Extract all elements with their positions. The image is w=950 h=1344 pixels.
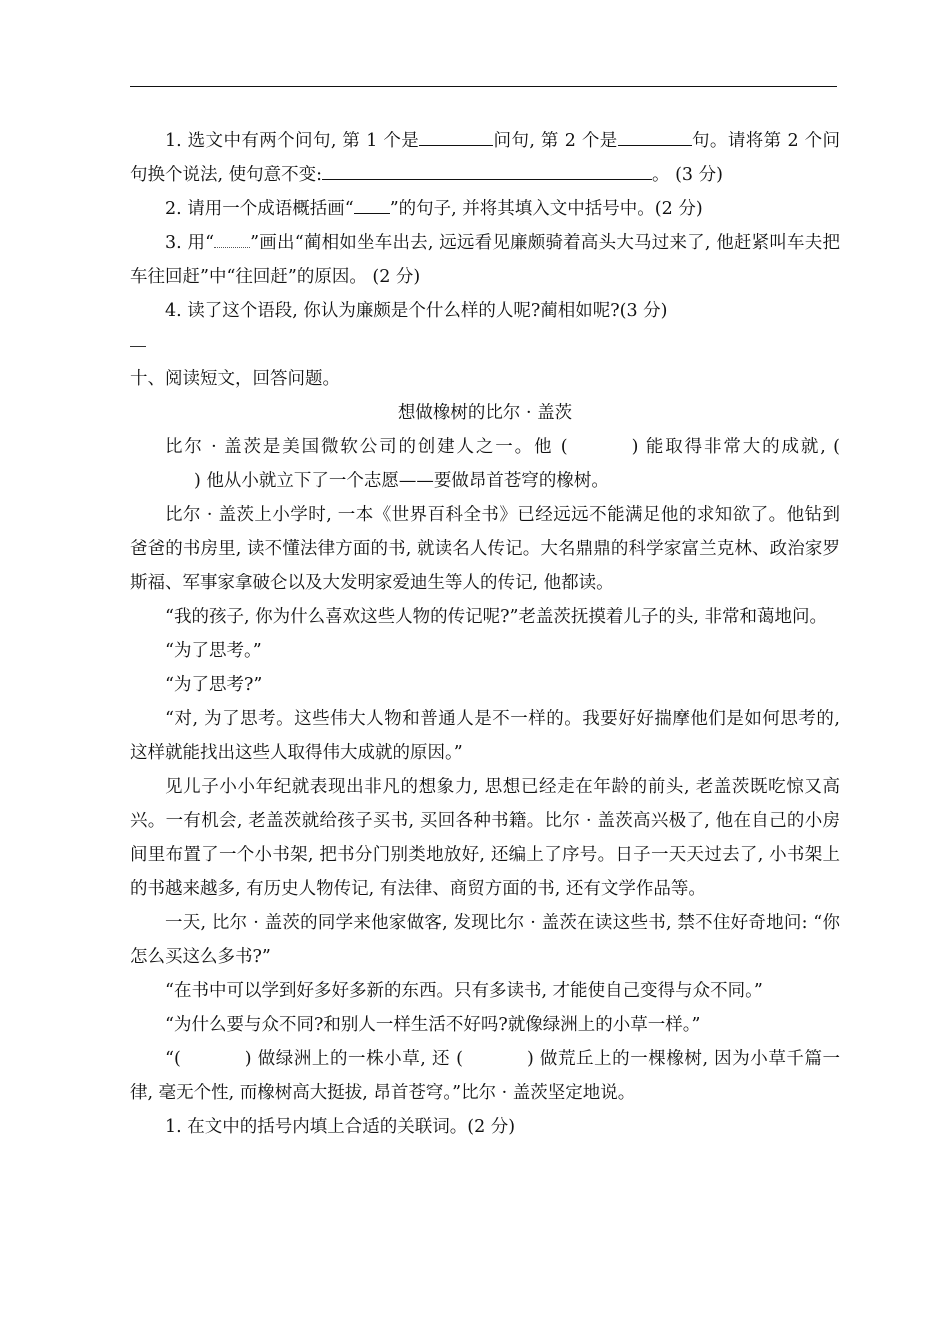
question-3-text: 3. 用“ bbox=[165, 233, 215, 253]
paragraph-1-text-3: ) 他从小就立下了一个志愿——要做昂首苍穹的橡树。 bbox=[194, 471, 609, 491]
question-1-text-3: 句。请将第 2 个 bbox=[691, 131, 823, 151]
question-1-text-4: 问句换个说法, 使句意不变: bbox=[130, 131, 840, 185]
question-3-text-2: ”画出“蔺相如坐车出去, 远远看见廉颇骑着高头大马过来了, 他赶紧叫车夫把车往回赶”中“往回赶”的原因。 (2 分) bbox=[130, 233, 840, 287]
document-body bbox=[130, 124, 840, 1144]
answer-blank-3[interactable] bbox=[322, 159, 652, 180]
paragraph-11-text-3: ) 做荒丘上的一棵橡树, 因为小草千篇一律, 毫无个性, 而橡树高大挺拔, 昂首苍穹。”比尔 · 盖茨坚定地说。 bbox=[130, 1049, 841, 1103]
header-rule bbox=[130, 86, 837, 87]
question-4: 4. 读了这个语段, 你认为廉颇是个什么样的人呢?蔺相如呢?(3 分) bbox=[165, 301, 668, 321]
paragraph-1 bbox=[130, 430, 840, 498]
question-5: 1. 在文中的括号内填上合适的关联词。(2 分) bbox=[165, 1117, 516, 1137]
question-1-text: 1. 选文中有两个问句, 第 1 个是 bbox=[165, 131, 420, 151]
wavy-line-sample bbox=[214, 235, 250, 248]
answer-blank-1[interactable] bbox=[419, 125, 493, 146]
underline-sample bbox=[354, 193, 390, 214]
answer-blank-2[interactable] bbox=[618, 125, 692, 146]
paragraph-10: “为什么要与众不同?和别人一样生活不好吗?就像绿洲上的小草一样。” bbox=[165, 1015, 701, 1035]
question-3 bbox=[130, 226, 840, 294]
separator-mark bbox=[130, 328, 840, 362]
question-1-text-5: 。 (3 分) bbox=[652, 165, 723, 185]
section-heading: 十、阅读短文，回答问题。 bbox=[130, 369, 340, 389]
paragraph-5: “为了思考?” bbox=[165, 675, 263, 695]
question-2 bbox=[130, 192, 840, 226]
paragraph-11 bbox=[130, 1042, 840, 1110]
paragraph-11-text-2: ) 做绿洲上的一株小草, 还 ( bbox=[244, 1049, 463, 1069]
paragraph-2: 比尔 · 盖茨上小学时, 一本《世界百科全书》已经远远不能满足他的求知欲了。他钻到爸爸的书房里, 读不懂法律方面的书, 就读名人传记。大名鼎鼎的科学家富兰克林、政治家罗斯福、军事家拿破仑以及大发明家爱迪生等人的传记, 他都读。 bbox=[130, 505, 840, 593]
paragraph-1-text: 比尔 · 盖茨是美国微软公司的创建人之一。他 ( bbox=[165, 437, 568, 457]
passage-title: 想做橡树的比尔 · 盖茨 bbox=[397, 403, 573, 423]
paragraph-8: 一天, 比尔 · 盖茨的同学来他家做客, 发现比尔 · 盖茨在读这些书, 禁不住好奇地问: “你怎么买这么多书?” bbox=[130, 913, 840, 967]
question-2-text: 2. 请用一个成语概括画“ bbox=[165, 199, 354, 219]
paragraph-1-text-2: ) 能取得非常大的成就, ( bbox=[631, 437, 841, 457]
paragraph-11-text: “( bbox=[165, 1049, 181, 1069]
paragraph-6: “对, 为了思考。这些伟大人物和普通人是不一样的。我要好好揣摩他们是如何思考的, 这样就能找出这些人取得伟大成就的原因。” bbox=[130, 709, 840, 763]
question-2-text-2: ”的句子, 并将其填入文中括号中。(2 分) bbox=[389, 199, 703, 219]
paragraph-4: “为了思考。” bbox=[165, 641, 262, 661]
paragraph-9: “在书中可以学到好多好多新的东西。只有多读书, 才能使自己变得与众不同。” bbox=[165, 981, 763, 1001]
paragraph-7: 见儿子小小年纪就表现出非凡的想象力, 思想已经走在年龄的前头, 老盖茨既吃惊又高兴。一有机会, 老盖茨就给孩子买书, 买回各种书籍。比尔 · 盖茨高兴极了, 他在自己的小房间里布置了一个小书架, 把书分门别类地放好, 还编上了序号。日子一天天过去了, 小书架上的书越来越多, 有历史人物传记, 有法律、商贸方面的书, 还有文学作品等。 bbox=[130, 777, 840, 899]
question-1 bbox=[130, 124, 840, 192]
question-1-text-2: 问句, 第 2 个是 bbox=[493, 131, 618, 151]
paragraph-3: “我的孩子, 你为什么喜欢这些人物的传记呢?”老盖茨抚摸着儿子的头, 非常和蔼地问。 bbox=[165, 607, 828, 627]
